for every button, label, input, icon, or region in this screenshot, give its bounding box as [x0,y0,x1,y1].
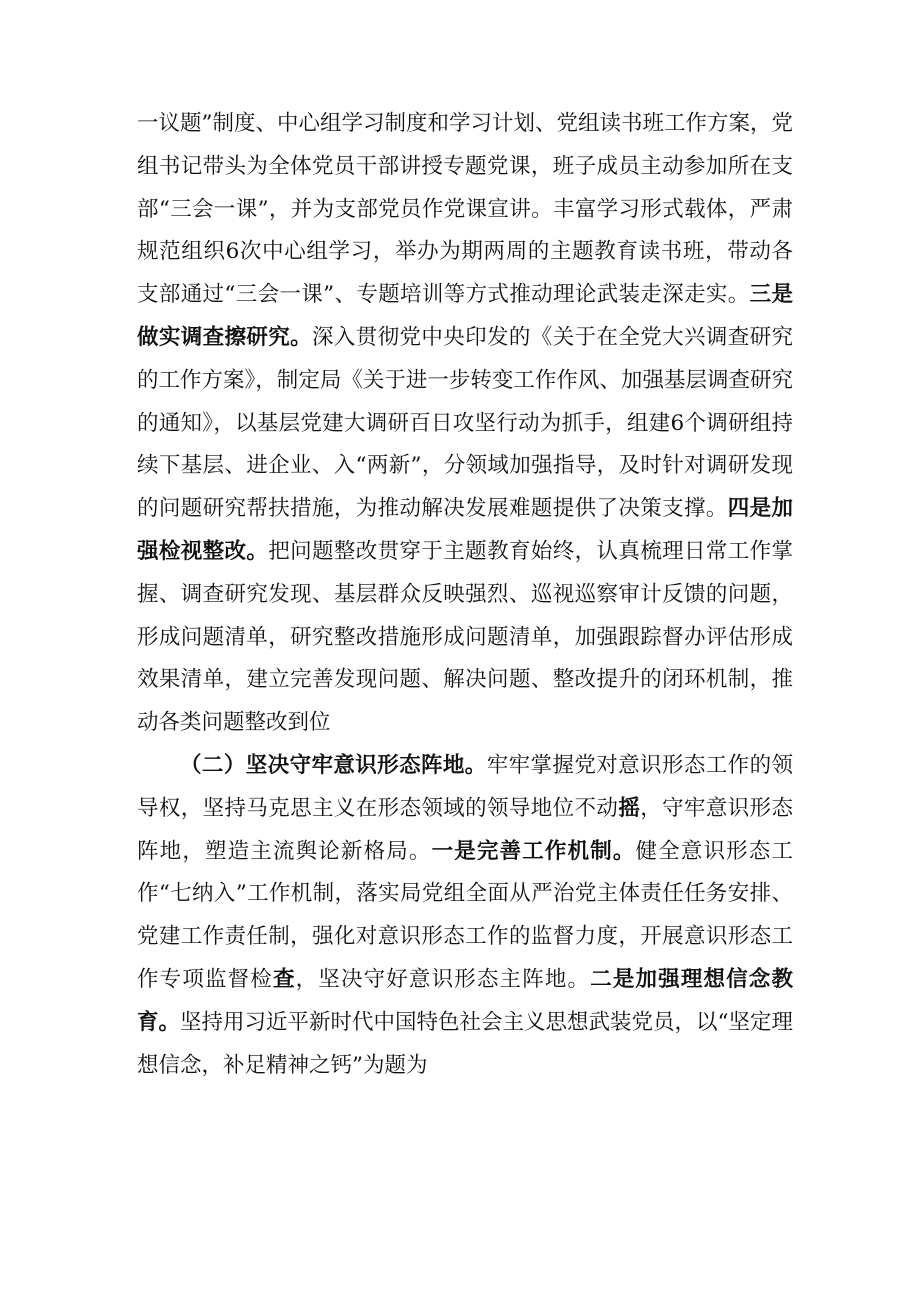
paragraph-1-heading-four: 四是加强检视整改。 [137,496,793,564]
paragraph-1 [137,103,793,745]
section-heading-two: （二）坚决守牢意识形态阵地。 [180,752,487,778]
paragraph-2-run-8: ，坚决守好意识形态主阵地。 [295,966,591,992]
document-page [137,103,793,1087]
paragraph-2-bold-char-1: 摇 [618,795,641,821]
paragraph-1-heading-three: 三是做实调查擦研究。 [137,282,793,350]
paragraph-1-run-5: 把问题整改贯穿于主题教育始终，认真梳理日常工作掌握、调查研究发现、基层群众反映强烈、巡视巡察审计反馈的问题，形成问题清单，研究整改措施形成问题清单，加强跟踪督办评估形成效果清单，建立完善发现问题、解决问题、整改提升的闭环机制，推动各类问题整改到位 [137,538,793,736]
paragraph-2-heading-one: 一是完善工作机制。 [431,838,636,864]
paragraph-2-heading-two: 二是加强理想信念教育。 [137,966,793,1035]
paragraph-2-run-4: ，守牢意识形态阵地，塑造主流舆论新格局。 [137,795,793,864]
paragraph-2-run-6: 健全意识形态工作“七纳入”工作机制，落实局党组全面从严治党主体责任任务安排、党建工作责任制，强化对意识形态工作的监督力度，开展意识形态工作专项监督检 [137,838,793,992]
paragraph-2-run-2: 牢牢掌握党对意识形态工作的领导权，坚持马克思主义在形态领域的领导地位不动 [137,752,793,821]
paragraph-1-run-3: 深入贯彻党中央印发的《关于在全党大兴调查研究的工作方案》，制定局《关于进一步转变工作作风、加强基层调查研究的通知》，以基层党建大调研百日攻坚行动为抓手，组建6个调研组持续下基层、进企业、入“两新”，分领域加强指导，及时针对调研发现的问题研究帮扶措施，为推动解决发展难题提供了决策支撑。 [137,324,793,522]
paragraph-2-bold-char-2: 查 [272,966,296,992]
paragraph-2-run-10: 坚持用习近平新时代中国特色社会主义思想武装党员，以“坚定理想信念，补足精神之钙”为题为 [137,1009,794,1078]
paragraph-1-run-1: 一议题”制度、中心组学习制度和学习计划、党组读书班工作方案，党组书记带头为全体党员干部讲授专题党课，班子成员主动参加所在支部“三会一课”，并为支部党员作党课宣讲。丰富学习形式载体，严肃规范组织6次中心组学习，举办为期两周的主题教育读书班，带动各支部通过“三会一课”、专题培训等方式推动理论武装走深走实。 [137,111,793,308]
paragraph-2 [137,745,793,1087]
